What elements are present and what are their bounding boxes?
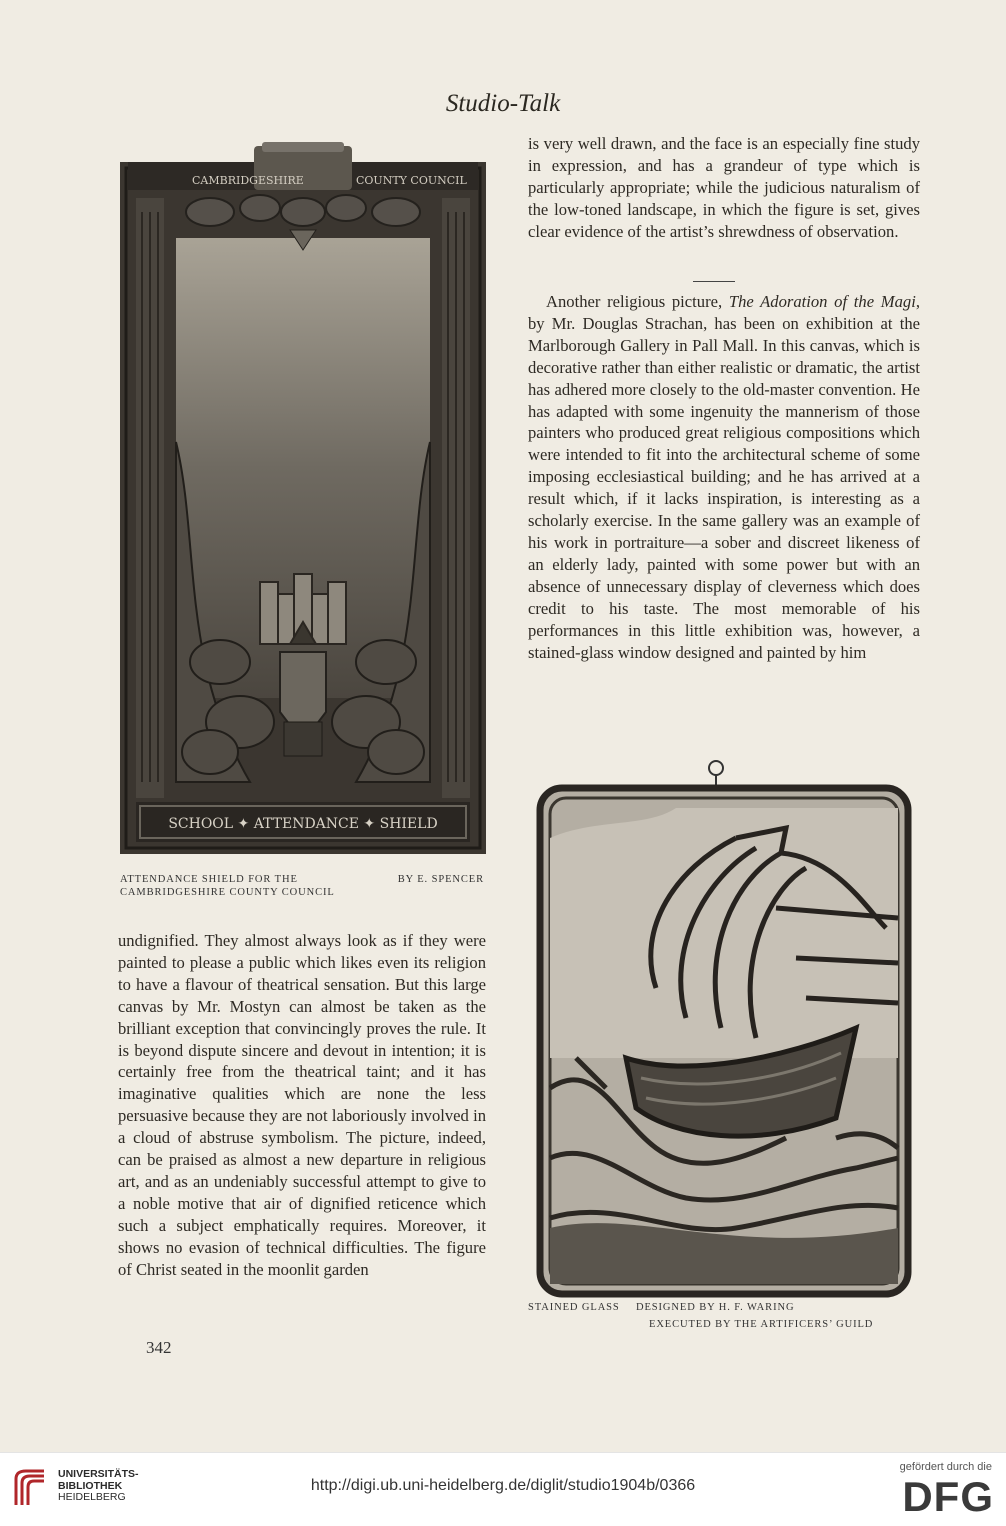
text-column-right-top [528, 133, 920, 243]
shield-caption-line1: ATTENDANCE SHIELD FOR THE [120, 874, 298, 885]
running-head: Studio-Talk [445, 90, 561, 117]
section-divider [693, 281, 735, 282]
text-column-right-middle [528, 291, 920, 663]
funded-by-label: gefördert durch die [899, 1461, 992, 1473]
paragraph-continuation: is very well drawn, and the face is an especially fine study in expression, and has a grandeur of type which is particularly appropriate; while the judicious naturalism of the low-toned landscape, in which the figure is set, gives clear evidence of the artist’s shrewdness of observation. [528, 134, 920, 241]
institution-name: UNIVERSITÄTS- BIBLIOTHEK HEIDELBERG [58, 1468, 139, 1503]
glass-caption-designer: DESIGNED BY H. F. WARING [636, 1302, 795, 1313]
shield-top-left-text: CAMBRIDGESHIRE [192, 174, 304, 187]
glass-caption-title: STAINED GLASS [528, 1302, 620, 1313]
shield-bottom-text: SCHOOL ✦ ATTENDANCE ✦ SHIELD [168, 816, 438, 832]
attendance-shield-image [120, 142, 486, 854]
paragraph-mostyn: undignified. They almost always look as if they were painted to please a public which likes even its religion to have a flavour of theatrical sensation. But this large canvas by Mr. Mostyn can almost be taken as the brilliant exception that convincingly proves the rule. It is beyond dispute sincere and devout in intention; it is certainly free from the theatrical taint; and it has imaginative qualities which are none the less persuasive because they are not laboriously involved in a cloud of abstruse symbolism. The picture, indeed, can be praised as almost a new departure in religious art, and as an undeniably successful attempt to give to a noble motive that air of dignified reticence which such a subject emphatically requires. Moreover, it shows no evasion of technical difficulties. The figure of Christ seated in the moonlit garden [118, 931, 486, 1279]
viewer-footer [0, 1452, 1006, 1526]
page-number: 342 [146, 1338, 172, 1357]
text-column-left [118, 930, 486, 1281]
paragraph-strachan: Another religious picture, The Adoration of the Magi, by Mr. Douglas Strachan, has been on exhibition at the Marlborough Gallery in Pall Mall. In this canvas, which is decorative rather than either realistic or dramatic, the artist has adhered more closely to the old-master convention. He has adapted with some ingenuity the mannerism of those painters who produced great religious compositions which were intended to fit into the architectural scheme of some imposing ecclesiastical building; and he has arrived at a result which, if it lacks inspiration, is interesting as a scholarly exercise. In the same gallery was an example of his work in portraiture—a sober and discreet likeness of an elderly lady, painted with some power but with an absence of unnecessary display of cleverness which does credit to his taste. The most memorable of his performances in this little exhibition was, however, a stained-glass window designed and painted by him [528, 292, 920, 662]
glass-caption-executor: EXECUTED BY THE ARTIFICERS’ GUILD [649, 1319, 874, 1330]
shield-caption-line2: CAMBRIDGESHIRE COUNTY COUNCIL [120, 887, 335, 898]
permalink-url[interactable]: http://digi.ub.uni-heidelberg.de/diglit/studio1904b/0366 [310, 1477, 696, 1494]
shield-caption-by: BY E. SPENCER [397, 874, 484, 885]
stained-glass-image [536, 758, 912, 1298]
painting-title: The Adoration of the Magi [728, 292, 916, 311]
shield-top-right-text: COUNTY COUNCIL [356, 174, 467, 187]
dfg-logo: DFG [902, 1473, 994, 1520]
shield-caption [120, 873, 484, 899]
